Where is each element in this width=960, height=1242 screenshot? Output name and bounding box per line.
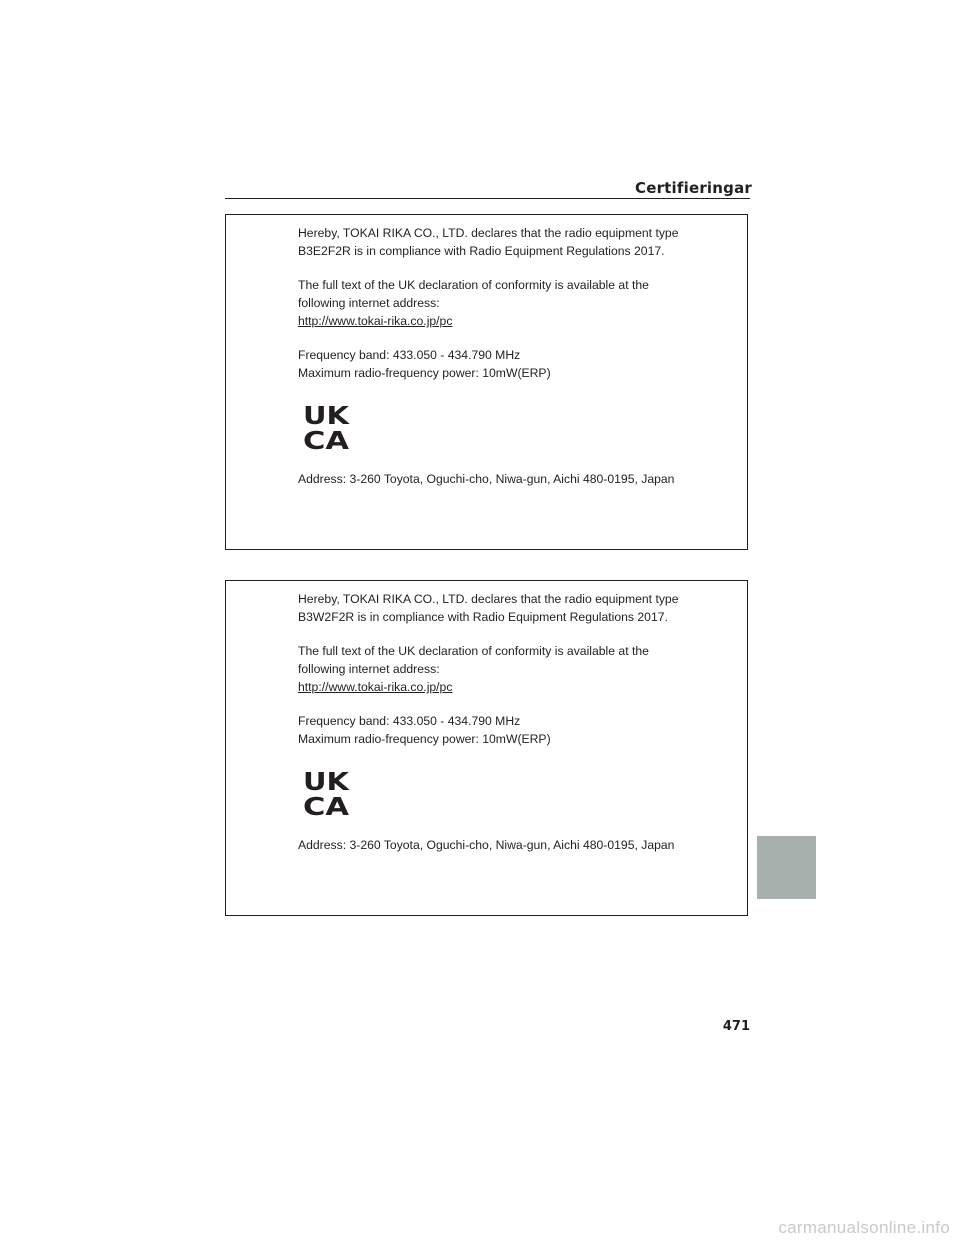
- section-title: Certifieringar: [634, 179, 752, 197]
- svg-text:UK: UK: [303, 403, 351, 430]
- max-power: Maximum radio-frequency power: 10mW(ERP): [298, 366, 551, 380]
- manufacturer-address: Address: 3-260 Toyota, Oguchi-cho, Niwa-gun, Aichi 480-0195, Japan: [298, 472, 675, 486]
- fulltext-line: following internet address:: [298, 296, 440, 310]
- declaration-intro-line: B3W2F2R is in compliance with Radio Equipment Regulations 2017.: [298, 610, 668, 624]
- declaration-link[interactable]: http://www.tokai-rika.co.jp/pc: [298, 314, 453, 328]
- declaration-link[interactable]: http://www.tokai-rika.co.jp/pc: [298, 680, 453, 694]
- ukca-mark-icon: [303, 403, 353, 451]
- chapter-tab: [757, 836, 816, 899]
- declaration-box-2: [225, 580, 748, 916]
- page-number: 471: [722, 1019, 750, 1034]
- fulltext-line: The full text of the UK declaration of conformity is available at the: [298, 278, 649, 292]
- ukca-mark-icon: [303, 769, 353, 817]
- svg-text:CA: CA: [303, 792, 350, 817]
- fulltext-line: The full text of the UK declaration of conformity is available at the: [298, 644, 649, 658]
- declaration-content: [298, 224, 680, 488]
- declaration-intro-line: Hereby, TOKAI RIKA CO., LTD. declares that the radio equipment type: [298, 226, 679, 240]
- svg-text:UK: UK: [303, 769, 351, 796]
- header-divider: [225, 198, 750, 199]
- declaration-content: [298, 590, 680, 854]
- manufacturer-address: Address: 3-260 Toyota, Oguchi-cho, Niwa-gun, Aichi 480-0195, Japan: [298, 838, 675, 852]
- declaration-box-1: [225, 214, 748, 550]
- max-power: Maximum radio-frequency power: 10mW(ERP): [298, 732, 551, 746]
- frequency-band: Frequency band: 433.050 - 434.790 MHz: [298, 348, 521, 362]
- declaration-intro-line: Hereby, TOKAI RIKA CO., LTD. declares that the radio equipment type: [298, 592, 679, 606]
- fulltext-line: following internet address:: [298, 662, 440, 676]
- frequency-band: Frequency band: 433.050 - 434.790 MHz: [298, 714, 521, 728]
- declaration-intro-line: B3E2F2R is in compliance with Radio Equipment Regulations 2017.: [298, 244, 665, 258]
- svg-text:CA: CA: [303, 426, 350, 451]
- watermark: carmanualsonline.info: [778, 1218, 950, 1237]
